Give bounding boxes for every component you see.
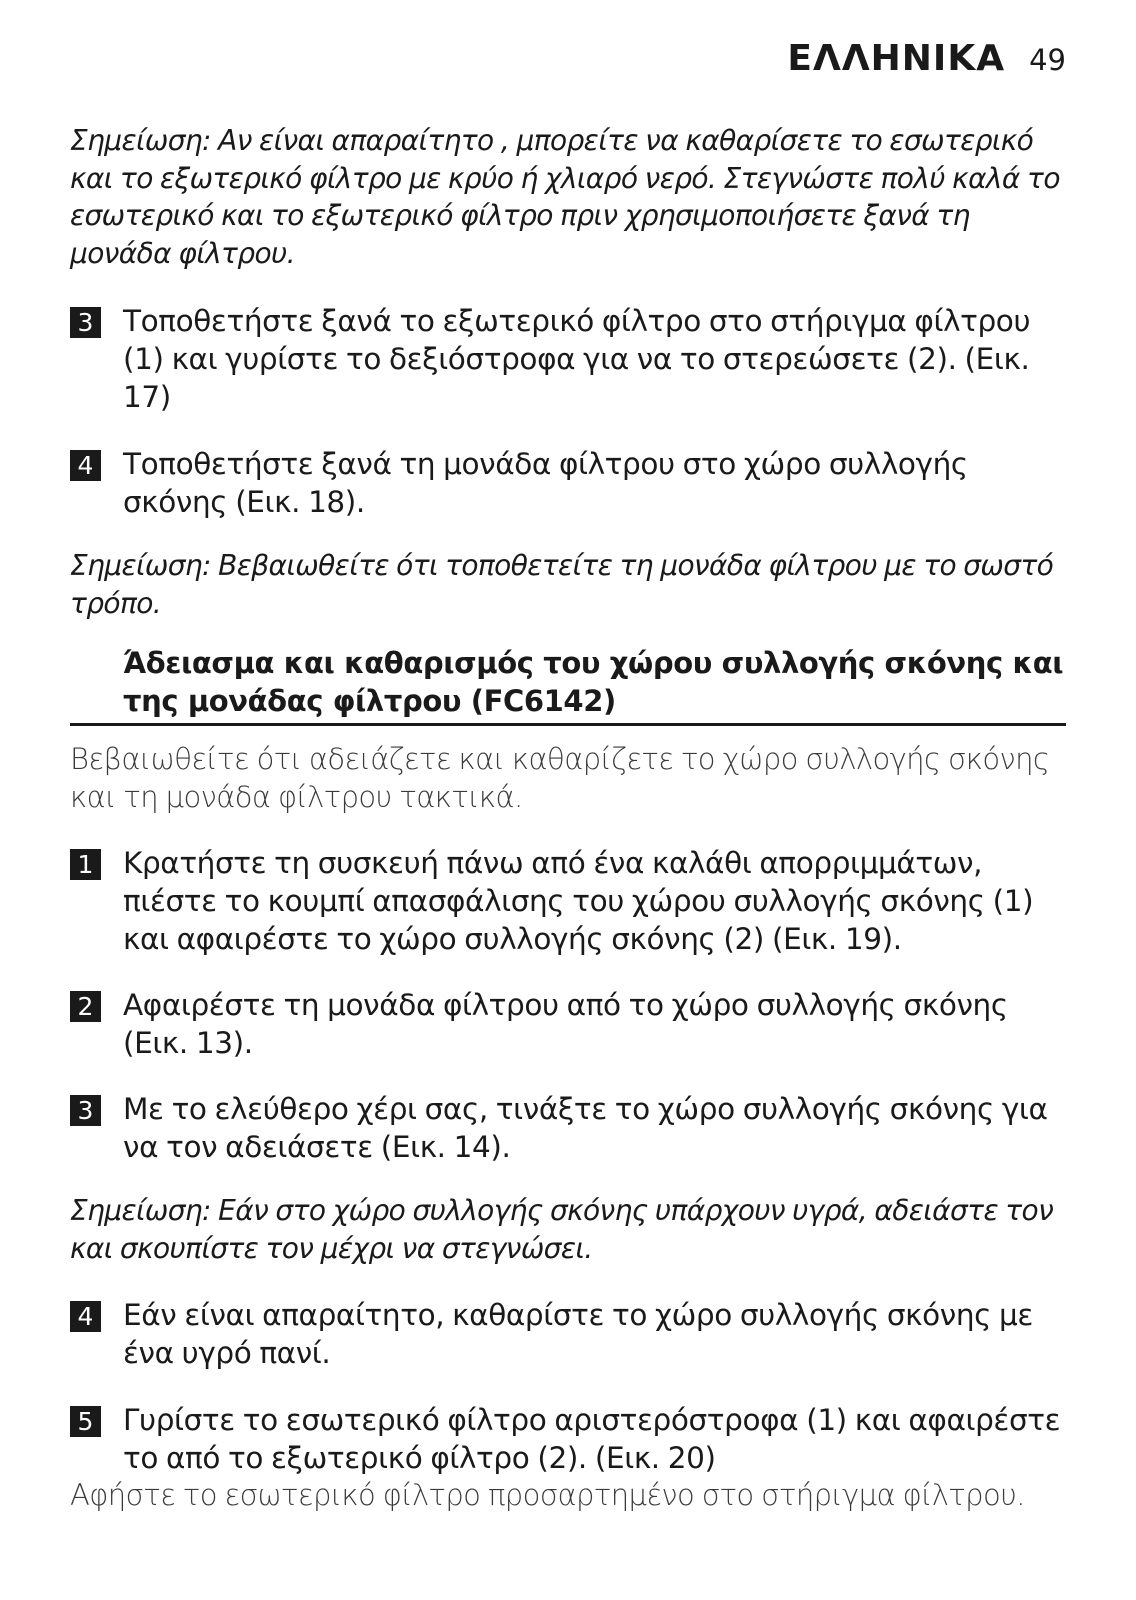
step-number-badge: 1 [70,849,101,880]
language-title: ΕΛΛΗΝΙΚΑ [787,38,1006,79]
step-number-badge: 3 [70,1095,101,1126]
note-cleaning-filters: Σημείωση: Αν είναι απαραίτητο , μπορείτε να καθαρίσετε το εσωτερικό και το εξωτερικό φίλτρο με κρύο ή χλιαρό νερό. Στεγνώστε πολύ καλά το εσωτερικό και το εξωτερικό φίλτρο πριν χρησιμοποιήσετε ξανά τη μονάδα φίλτρου. [70,124,1060,270]
note-liquids: Σημείωση: Εάν στο χώρο συλλογής σκόνης υπάρχουν υγρά, αδειάστε τον και σκουπίστε τον μέχρι να στεγνώσει. [70,1194,1054,1265]
step-text: Κρατήστε τη συσκευή πάνω από ένα καλάθι απορριμμάτων, πιέστε το κουμπί απασφάλισης του χώρου συλλογής σκόνης (1) και αφαιρέστε το χώρο συλλογής σκόνης (2) (Εικ. 19). [123,846,1034,956]
page-number: 49 [1029,43,1066,77]
step-text: Με το ελεύθερο χέρι σας, τινάξτε το χώρο συλλογής σκόνης για να τον αδειάσετε (Εικ. 14). [123,1092,1048,1164]
step-reattach-outer-filter [70,302,1066,416]
step-text: Γυρίστε το εσωτερικό φίλτρο αριστερόστροφα (1) και αφαιρέστε το από το εξωτερικό φίλτρο (2). (Εικ. 20) [123,1403,1061,1475]
step-remove-inner-filter [70,1401,1066,1477]
step-reinsert-filter-unit [70,445,1066,521]
page-content [70,122,1066,1515]
step-empty-dust-container [70,1090,1066,1166]
step-text: Αφαιρέστε τη μονάδα φίλτρου από το χώρο συλλογής σκόνης (Εικ. 13). [123,988,1008,1060]
step-remove-dust-container [70,844,1066,958]
manual-page [70,0,1066,1600]
step-text: Τοποθετήστε ξανά το εξωτερικό φίλτρο στο στήριγμα φίλτρου (1) και γυρίστε το δεξιόστροφα για να το στερεώσετε (2). (Εικ. 17) [123,304,1031,414]
step-text: Εάν είναι απαραίτητο, καθαρίστε το χώρο συλλογής σκόνης με ένα υγρό πανί. [123,1298,1033,1370]
step-clean-dust-container [70,1296,1066,1372]
step-number-badge: 4 [70,450,101,481]
section-heading: Άδειασμα και καθαρισμός του χώρου συλλογής σκόνης και της μονάδας φίλτρου (FC6142) [70,645,1066,726]
step-number-badge: 5 [70,1406,101,1437]
step-number-badge: 3 [70,307,101,338]
step-number-badge: 4 [70,1301,101,1332]
step-text: Τοποθετήστε ξανά τη μονάδα φίλτρου στο χώρο συλλογής σκόνης (Εικ. 18). [123,447,968,519]
step-remove-filter-unit [70,986,1066,1062]
closing-instruction: Αφήστε το εσωτερικό φίλτρο προσαρτημένο στο στήριγμα φίλτρου. [70,1478,1025,1512]
note-correct-placement: Σημείωση: Βεβαιωθείτε ότι τοποθετείτε τη μονάδα φίλτρου με το σωστό τρόπο. [70,549,1054,620]
section-intro: Βεβαιωθείτε ότι αδειάζετε και καθαρίζετε το χώρο συλλογής σκόνης και τη μονάδα φίλτρου τακτικά. [70,742,1050,814]
step-number-badge: 2 [70,991,101,1022]
page-header [787,38,1066,79]
